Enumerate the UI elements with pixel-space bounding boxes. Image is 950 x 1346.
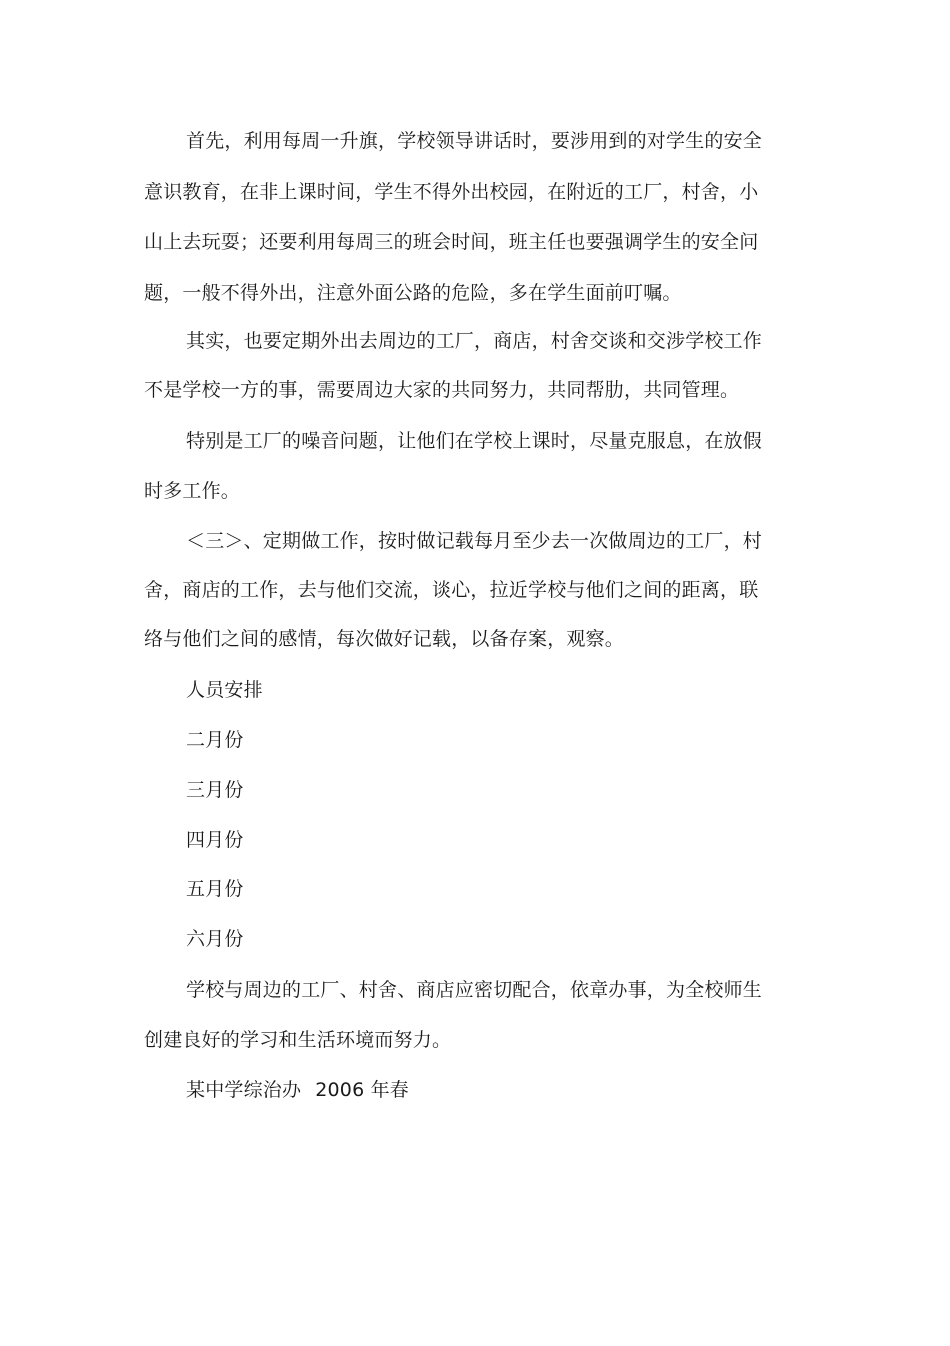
month-item: 五月份	[186, 878, 244, 900]
paragraph-3-line-2: 时多工作。	[144, 480, 241, 502]
paragraph-1-line-2: 意识教育，在非上课时间，学生不得外出校园，在附近的工厂，村舍，小	[144, 181, 759, 203]
signature-org: 某中学综治办	[186, 1079, 302, 1101]
paragraph-1-line-4: 题，一般不得外出，注意外面公路的危险，多在学生面前叮嘱。	[144, 282, 682, 304]
paragraph-5-line-1: 学校与周边的工厂、村舍、商店应密切配合，依章办事，为全校师生	[186, 979, 763, 1001]
paragraph-5-line-2: 创建良好的学习和生活环境而努力。	[144, 1029, 452, 1051]
month-item: 六月份	[186, 928, 244, 950]
month-item: 四月份	[186, 829, 244, 851]
paragraph-3-line-1: 特别是工厂的噪音问题，让他们在学校上课时，尽量克服息，在放假	[186, 430, 763, 452]
staffing-heading: 人员安排	[186, 679, 263, 701]
paragraph-4-line-1: ＜三＞、定期做工作，按时做记载每月至少去一次做周边的工厂，村	[186, 530, 763, 552]
paragraph-4-line-3: 络与他们之间的感情，每次做好记载，以备存案，观察。	[144, 628, 625, 650]
month-item: 二月份	[186, 729, 244, 751]
signature-line	[0, 1078, 950, 1102]
month-item: 三月份	[186, 779, 244, 801]
paragraph-2-line-2: 不是学校一方的事，需要周边大家的共同努力，共同帮肋，共同管理。	[144, 379, 740, 401]
signature-date: 2006 年春	[315, 1079, 409, 1101]
paragraph-1-line-3: 山上去玩耍；还要利用每周三的班会时间，班主任也要强调学生的安全问	[144, 231, 759, 253]
paragraph-2-line-1: 其实，也要定期外出去周边的工厂，商店，村舍交谈和交涉学校工作	[186, 330, 763, 352]
paragraph-1-line-1: 首先，利用每周一升旗，学校领导讲话时，要涉用到的对学生的安全	[186, 130, 763, 152]
paragraph-4-line-2: 舍，商店的工作，去与他们交流，谈心，拉近学校与他们之间的距离，联	[144, 579, 759, 601]
